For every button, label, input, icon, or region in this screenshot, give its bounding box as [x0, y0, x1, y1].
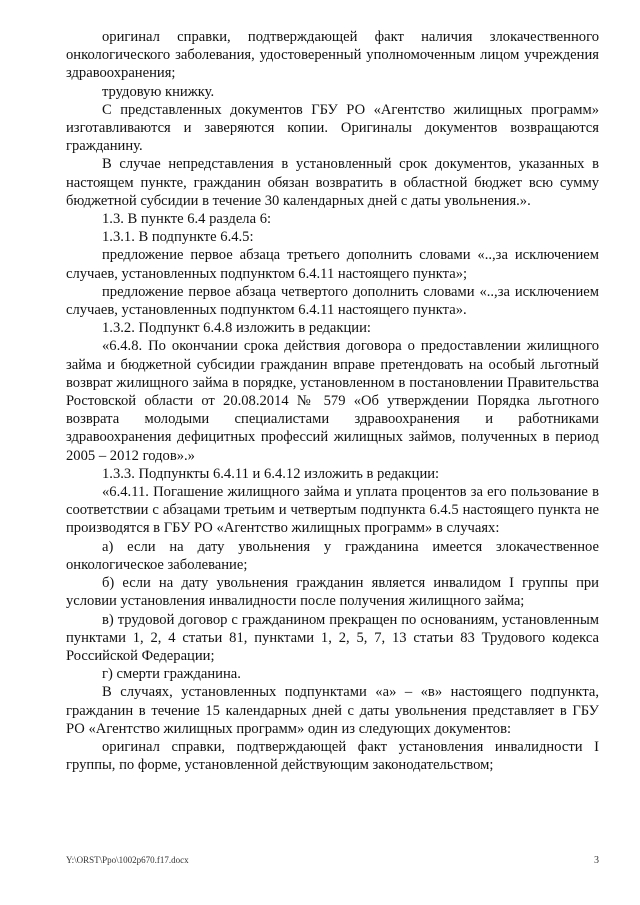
paragraph: оригинал справки, подтверждающей факт наличия злокачественного онкологического заболевания, удостоверенный уполномоченным лицом учреждения здравоохранения; [66, 29, 599, 82]
paragraph: б) если на дату увольнения гражданин является инвалидом I группы при условии установления инвалидности после получения жилищного займа; [66, 575, 599, 610]
paragraph: предложение первое абзаца третьего дополнить словами «..,за исключением случаев, установленных подпунктом 6.4.11 настоящего пункта»; [66, 247, 599, 282]
paragraph: В случае непредставления в установленный срок документов, указанных в настоящем пункте, гражданин обязан возвратить в областной бюджет всю сумму бюджетной субсидии в течение 30 календарных дней с даты увольнения.». [66, 156, 599, 209]
paragraph: «6.4.11. Погашение жилищного займа и уплата процентов за его пользование в соответствии с абзацами третьим и четвертым подпункта 6.4.5 настоящего пункта не производятся в ГБУ РО «Агентство жилищных программ» в случаях: [66, 484, 599, 537]
paragraph: предложение первое абзаца четвертого дополнить словами «..,за исключением случаев, установленных подпунктом 6.4.11 настоящего пункта». [66, 283, 599, 319]
paragraph: 1.3.2. Подпункт 6.4.8 изложить в редакции: [102, 320, 371, 337]
page-number: 3 [594, 855, 599, 866]
paragraph: а) если на дату увольнения у гражданина имеется злокачественное онкологическое заболевание; [66, 538, 599, 573]
paragraph: 1.3.1. В подпункте 6.4.5: [102, 229, 254, 246]
paragraph: трудовую книжку. [102, 83, 215, 100]
paragraph: оригинал справки, подтверждающей факт установления инвалидности I группы, по форме, установленной действующим законодательством; [66, 738, 599, 774]
paragraph: С представленных документов ГБУ РО «Агентство жилищных программ» изготавливаются и заверяются копии. Оригиналы документов возвращаются гражданину. [66, 101, 599, 155]
paragraph: в) трудовой договор с гражданином прекращен по основаниям, установленным пунктами 1, 2, 4 статьи 81, пунктами 1, 2, 5, 7, 13 статьи 83 Трудового кодекса Российской Федерации; [66, 611, 599, 664]
paragraph: В случаях, установленных подпунктами «а» – «в» настоящего подпункта, гражданин в течение 15 календарных дней с даты увольнения представляет в ГБУ РО «Агентство жилищных программ» один из следующих документов: [66, 684, 599, 737]
document-body [66, 28, 599, 774]
paragraph: «6.4.8. По окончании срока действия договора о предоставлении жилищного займа и бюджетной субсидии гражданин вправе претендовать на особый льготный возврат жилищного займа в порядке, установленном в постановлении Правительства Ростовской области от 20.08.2014 № 579 «Об утверждении Порядка льготного возврата молодыми специалистами здравоохранения и работниками здравоохранения дефицитных профессий жилищных займов, полученных в период 2005 – 2012 годов».» [66, 338, 599, 464]
paragraph: 1.3. В пункте 6.4 раздела 6: [102, 211, 272, 228]
file-path: Y:\ORST\Ppo\1002p670.f17.docx [66, 855, 189, 865]
paragraph: г) смерти гражданина. [102, 666, 241, 683]
paragraph: 1.3.3. Подпункты 6.4.11 и 6.4.12 изложить в редакции: [102, 465, 440, 482]
